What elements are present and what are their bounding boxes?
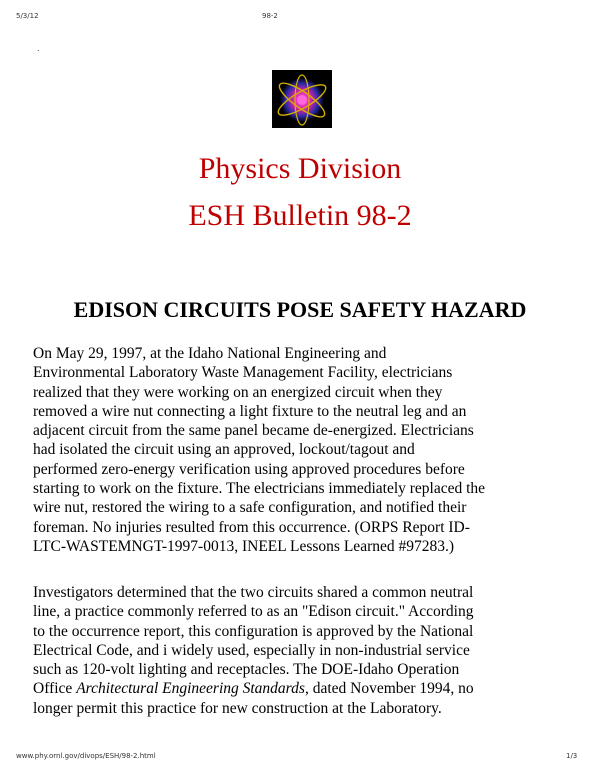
footer-page-number: 1/3 — [566, 752, 578, 760]
paragraph-line: starting to work on the fixture. The electricians immediately replaced the — [33, 480, 486, 498]
paragraph-line: to the occurrence report, this configuration is approved by the National — [33, 622, 474, 640]
paragraph-incident — [33, 344, 573, 556]
paragraph-line: Electrical Code, and i widely used, especially in non-industrial service — [33, 641, 470, 659]
paragraph-line: Environmental Laboratory Waste Management Facility, electricians — [33, 364, 453, 382]
paragraph-line: foreman. No injuries resulted from this occurrence. (ORPS Report ID- — [33, 518, 470, 536]
paragraph-line: performed zero-energy verification using approved procedures before — [33, 460, 465, 478]
paragraph-investigation — [33, 583, 573, 718]
paragraph-line: realized that they were working on an energized circuit when they — [33, 383, 443, 401]
paragraph-line: adjacent circuit from the same panel became de-energized. Electricians — [33, 422, 474, 440]
paragraph-line: such as 120-volt lighting and receptacles. The DOE-Idaho Operation — [33, 661, 460, 679]
paragraph-line: removed a wire nut connecting a light fixture to the neutral leg and an — [33, 402, 467, 420]
atom-logo-icon — [272, 70, 332, 128]
header-doc-title: 98-2 — [262, 12, 278, 20]
article-headline: EDISON CIRCUITS POSE SAFETY HAZARD — [73, 297, 527, 322]
paragraph-line: On May 29, 1997, at the Idaho National Engineering and — [33, 345, 387, 362]
header-dot: . — [37, 44, 40, 53]
paragraph-line: Investigators determined that the two circuits shared a common neutral — [33, 584, 474, 601]
paragraph-line: longer permit this practice for new construction at the Laboratory. — [33, 699, 442, 717]
paragraph-line: had isolated the circuit using an approved, lockout/tagout and — [33, 441, 415, 459]
paragraph-line: LTC-WASTEMNGT-1997-0013, INEEL Lessons Learned #97283.) — [33, 537, 455, 555]
paragraph-line: line, a practice commonly referred to as an "Edison circuit." According — [33, 603, 474, 621]
paragraph-line — [33, 679, 573, 698]
header-date: 5/3/12 — [16, 12, 39, 20]
title-physics-division: Physics Division — [198, 152, 402, 185]
paragraph-line: wire nut, restored the wiring to a safe configuration, and notified their — [33, 499, 467, 517]
title-bulletin-number: ESH Bulletin 98-2 — [188, 199, 412, 232]
footer-url: www.phy.ornl.gov/divops/ESH/98-2.html — [16, 752, 156, 760]
paragraph-line-suffix: , dated November 1994, no — [304, 680, 474, 698]
paragraph-line-prefix: Office — [33, 680, 77, 698]
standards-title: Architectural Engineering Standards — [76, 680, 305, 698]
